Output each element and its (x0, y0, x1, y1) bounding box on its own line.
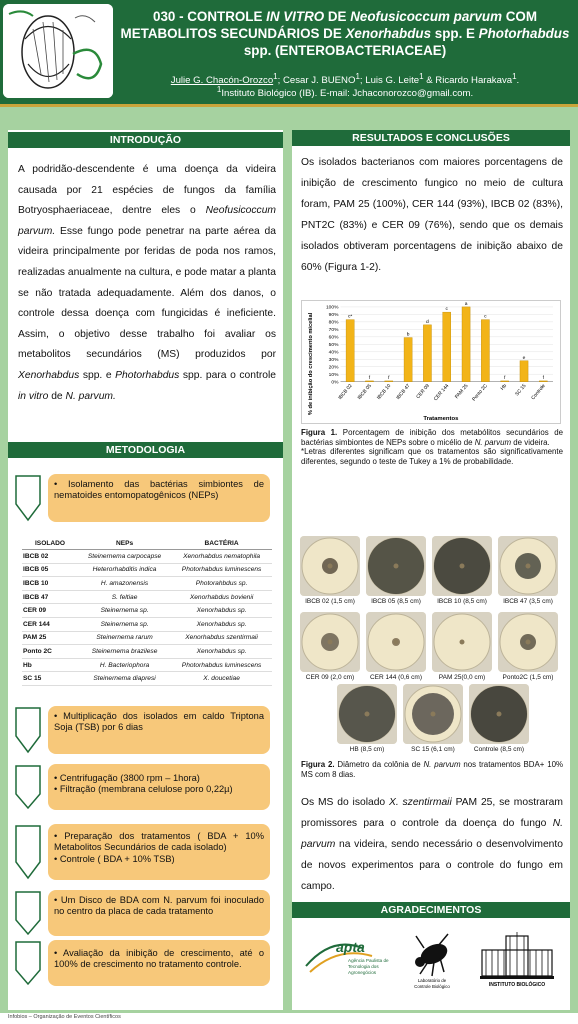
chart-ytick-label: 70% (328, 328, 339, 334)
right-column (292, 130, 570, 1010)
table-cell: IBCB 47 (22, 590, 78, 604)
petri-dish-photo (337, 684, 397, 744)
petri-dish (498, 612, 558, 681)
poster-header (0, 0, 578, 104)
table-cell: H. Bacteriophora (78, 658, 171, 672)
poster-title: 030 - CONTROLE IN VITRO DE Neofusicoccum parvum COM METABOLITOS SECUNDÁRIOS DE Xenorhabdus spp. E Photorhabdus spp. (ENTEROBACTERIACEAE) (120, 9, 570, 58)
chart-significance-letter: b (406, 332, 410, 338)
flow-arrow-icon (14, 824, 42, 880)
ib-logo-text: INSTITUTO BIOLÓGICO (488, 982, 546, 988)
table-row (22, 590, 272, 604)
table-cell: Photorahbdus sp. (171, 577, 272, 591)
chart-bar (443, 312, 451, 382)
table-cell: S. feltiae (78, 590, 171, 604)
chart-bar (423, 325, 431, 382)
chart-xtick-label: IBCB 05 (357, 383, 373, 401)
petri-dish (366, 612, 426, 681)
table-cell: CER 144 (22, 617, 78, 631)
table-cell: PAM 25 (22, 631, 78, 645)
chart-ylabel: % de inibição do crescimento micelial (307, 312, 314, 416)
table-cell: Steinernema carpocapse (78, 550, 171, 564)
table-cell: Xenorhabdus sp. (171, 645, 272, 659)
table-cell: H. amazonensis (78, 577, 171, 591)
table-cell: Xenorhabdus nematophila (171, 550, 272, 564)
chart-ytick-label: 10% (328, 372, 339, 378)
chart-significance-letter: f (388, 375, 390, 381)
chart-bar (346, 320, 354, 382)
petri-dish (337, 684, 397, 753)
petri-dish-label: IBCB 02 (1,5 cm) (305, 598, 355, 605)
petri-dish-photo (403, 684, 463, 744)
table-cell: Steinernema diapresi (78, 672, 171, 686)
nematode-logo-icon (3, 4, 113, 98)
petri-dish-label: HB (8,5 cm) (349, 746, 385, 753)
chart-bar (462, 307, 470, 382)
chart-significance-letter: d (426, 319, 429, 325)
petri-dish-photo (366, 536, 426, 596)
table-cell: Xenorhabdus bovienii (171, 590, 272, 604)
figure1-caption: Figura 1. Porcentagem de inibição dos metabólitos secundários de bactérias simbiontes de NEPs sobre o micélio de N. parvum de videira. *Letras diferentes significam que os tratamentos são significativamente diferentes, segundo o teste de Tukey a 1% de probabilidade. (301, 428, 563, 466)
apta-logo-icon (302, 926, 398, 986)
authors-line: Julie G. Chacón-Orozco$^1$; Cesar J. BUENO$^1$; Luis G. Leite$^1$ & Ricardo Harakava$^1$. (170, 72, 520, 87)
petri-dish (300, 536, 360, 605)
chart-significance-letter: c (484, 314, 487, 320)
petri-dish-photo (469, 684, 529, 744)
petri-dish-label: IBCB 05 (8,5 cm) (371, 598, 421, 605)
apta-subtitle: Agronegócios (348, 970, 377, 975)
table-header-row (22, 538, 272, 550)
chart-ytick-label: 40% (328, 350, 339, 356)
table-header-cell: ISOLADO (22, 538, 78, 550)
chart-xtick-label: SC 15 (514, 383, 528, 398)
flow-arrow-icon (14, 890, 42, 936)
insect-icon (398, 926, 468, 990)
chart-significance-letter: c* (347, 314, 353, 320)
lab-logo-text: Laboratório de (417, 978, 447, 983)
table-cell: Photorhabdus luminescens (171, 658, 272, 672)
chart-bar (404, 338, 412, 382)
petri-dish-label: PAM 25(0,0 cm) (438, 674, 486, 681)
table-cell: X. doucetiae (171, 672, 272, 686)
building-icon (478, 928, 556, 988)
table-cell: Ponto 2C (22, 645, 78, 659)
lab-logo (398, 926, 468, 990)
step-inoculation: • Um Disco de BDA com N. parvum foi inoculado no centro da placa de cada tratamento (48, 890, 270, 936)
petri-dish-label: SC 15 (6,1 cm) (411, 746, 455, 753)
petri-dish (432, 536, 492, 605)
lab-logo-text: Controle Biológico (414, 984, 450, 989)
table-cell: Xenorhabdus sp. (171, 617, 272, 631)
chart-bar (501, 381, 509, 382)
flow-arrow-icon (14, 764, 42, 810)
chart-significance-letter: f (368, 375, 371, 381)
figure2-caption: Figura 2. Diâmetro da colônia de N. parvum nos tratamentos BDA+ 10% MS com 8 dias. (301, 760, 563, 779)
chart-ytick-label: 50% (328, 343, 339, 349)
step-centrifugation: • Centrifugação (3800 rpm – 1hora) • Filtração (membrana celulose poro 0,22µ) (48, 764, 270, 810)
chart-ytick-label: 100% (325, 305, 339, 311)
table-row (22, 617, 272, 631)
petri-dish-label: IBCB 47 (3,5 cm) (503, 598, 553, 605)
step-treatments: • Preparação dos tratamentos ( BDA + 10% Metabolitos Secundários de cada isolado) • Controle ( BDA + 10% TSB) (48, 824, 270, 880)
table-cell: Steinernema sp. (78, 617, 171, 631)
flow-arrow-icon (14, 940, 42, 986)
petri-dish (432, 612, 492, 681)
table-row (22, 604, 272, 618)
chart-xtick-label: PAM 25 (454, 383, 470, 400)
table-header-cell: BACTÉRIA (171, 538, 272, 550)
isolates-table (22, 538, 272, 686)
step-multiplication: • Multiplicação dos isolados em caldo Triptona Soja (TSB) por 6 dias (48, 706, 270, 754)
affiliation-line: $^1$Instituto Biológico (IB). E-mail: Jchaconorozco@gmail.com. (216, 85, 474, 100)
chart-bar (365, 381, 373, 382)
apta-subtitle: Agência Paulista de (348, 958, 389, 963)
table-cell: IBCB 02 (22, 550, 78, 564)
left-column (8, 130, 283, 1010)
flow-arrow-icon (14, 706, 42, 754)
table-row (22, 631, 272, 645)
petri-dish-label: Ponto2C (1,5 cm) (502, 674, 554, 681)
petri-dish-photo (300, 612, 360, 672)
chart-significance-letter: a (464, 301, 468, 307)
table-row (22, 658, 272, 672)
petri-dish-photo (366, 612, 426, 672)
step-isolation: • Isolamento das bactérias simbiontes de nematoides entomopatogênicos (NEPs) (48, 474, 270, 522)
method-heading: METODOLOGIA (8, 442, 283, 458)
table-cell: Heterorhabditis indica (78, 563, 171, 577)
chart-bar (481, 320, 489, 382)
chart-ytick-label: 20% (328, 365, 339, 371)
table-cell: Steinernema rarum (78, 631, 171, 645)
chart-xlabel: Tratamentos (423, 416, 459, 423)
table-cell: CER 09 (22, 604, 78, 618)
table-row (22, 672, 272, 686)
chart-ytick-label: 0% (331, 380, 339, 386)
chart-xtick-label: IBCB 10 (376, 383, 393, 401)
nematode-logo (3, 4, 113, 98)
table-header-cell: NEPs (78, 538, 171, 550)
table-row (22, 550, 272, 564)
petri-dish (300, 612, 360, 681)
chart-significance-letter: e (522, 355, 526, 361)
petri-dish-photo (432, 612, 492, 672)
table-cell: SC 15 (22, 672, 78, 686)
table-row (22, 645, 272, 659)
footer-credit: Infobios – Organização de Eventos Científicos (8, 1014, 121, 1020)
chart-xtick-label: CER 144 (433, 383, 451, 403)
chart-xtick-label: IBCB 47 (396, 383, 412, 401)
table-row (22, 563, 272, 577)
table-cell: IBCB 10 (22, 577, 78, 591)
chart-bar (539, 381, 547, 382)
chart-ytick-label: 90% (328, 313, 339, 319)
chart-xtick-label: Controle (531, 383, 547, 402)
results-heading: RESULTADOS E CONCLUSÕES (292, 130, 570, 146)
table-cell: IBCB 05 (22, 563, 78, 577)
petri-dish (498, 536, 558, 605)
petri-dish-label: Controle (8,5 cm) (473, 746, 525, 753)
results-text: Os isolados bacterianos com maiores porcentagens de inibição de crescimento fungico no meio de cultura foram, PAM 25 (100%), CER 144 (93%), IBCB 02 (83%), PNT2C (83%) e CER 09 (76%), sendo que os demais isolados obtiveram porcentagens de inibição abaixo de 60% (Figura 1-2). (301, 157, 563, 273)
chart-xtick-label: CER 09 (416, 383, 431, 401)
petri-dish-photo (432, 536, 492, 596)
ack-heading: AGRADECIMENTOS (292, 902, 570, 918)
flow-arrow-icon (14, 474, 42, 522)
intro-text: A podridão-descendente é uma doença da videira causada por 21 espécies de fungos da família Botryosphaeriaceae, dentre eles o Neofusicoccum parvum. Esse fungo pode penetrar na parte aérea da videira principalmente por feridas de poda nos ramos, realizadas anualmente na cultura, e pode matar a planta se não tratada adequadamente. Além dos danos, o controle dessa doença com fungicidas é ineficiente. Assim, o objetivo desse trabalho foi avaliar os metabolitos secundários (MS) produzidos por Xenorhabdus spp. e Photorhabdus spp. para o controle in vitro de N. parvum. (18, 164, 277, 402)
chart-bar (385, 381, 393, 382)
table-cell: Xenorhabdus szentirmaii (171, 631, 272, 645)
chart-ytick-label: 80% (328, 320, 339, 326)
chart-significance-letter: f (542, 375, 545, 381)
chart-bar (520, 361, 528, 382)
chart-significance-letter: f (504, 375, 506, 381)
apta-logo (302, 926, 398, 986)
ib-logo (478, 928, 556, 988)
inhibition-chart (301, 300, 561, 424)
chart-ytick-label: 60% (328, 335, 339, 341)
petri-dish-photo (498, 536, 558, 596)
petri-dish-label: CER 144 (0,6 cm) (369, 674, 423, 681)
conclusion-text: Os MS do isolado X. szentirmaii PAM 25, se mostraram promissores para o controle da doença do fungo N. parvum na videira, sendo necessário o desenvolvimento de novos experimentos para o controle do fungo em campo. (301, 797, 563, 892)
chart-xtick-label: Ponto 2C (471, 383, 489, 403)
table-cell: Steinernema brazilese (78, 645, 171, 659)
step-evaluation: • Avaliação da inibição de crescimento, até o 100% de crescimento no tratamento controle. (48, 940, 270, 986)
chart-ytick-label: 30% (328, 358, 339, 364)
petri-dish-photo (300, 536, 360, 596)
table-row (22, 577, 272, 591)
intro-heading: INTRODUÇÃO (8, 132, 283, 148)
table-cell: Photorhabdus luminescens (171, 563, 272, 577)
petri-dish (469, 684, 529, 753)
chart-significance-letter: c (445, 307, 448, 313)
petri-dish (403, 684, 463, 753)
inhibition-chart-svg (302, 301, 560, 423)
table-cell: Xenorhabdus sp. (171, 604, 272, 618)
table-cell: Hb (22, 658, 78, 672)
petri-dish-photo (498, 612, 558, 672)
chart-xtick-label: IBCB 02 (338, 383, 354, 401)
chart-xtick-label: Hb (500, 383, 509, 392)
petri-dish (366, 536, 426, 605)
petri-dish-label: CER 09 (2,0 cm) (305, 674, 355, 681)
apta-logo-text: apta (336, 939, 365, 955)
petri-dish-label: IBCB 10 (8,5 cm) (437, 598, 487, 605)
apta-subtitle: Tecnologia dos (348, 964, 379, 969)
table-cell: Steinernema sp. (78, 604, 171, 618)
